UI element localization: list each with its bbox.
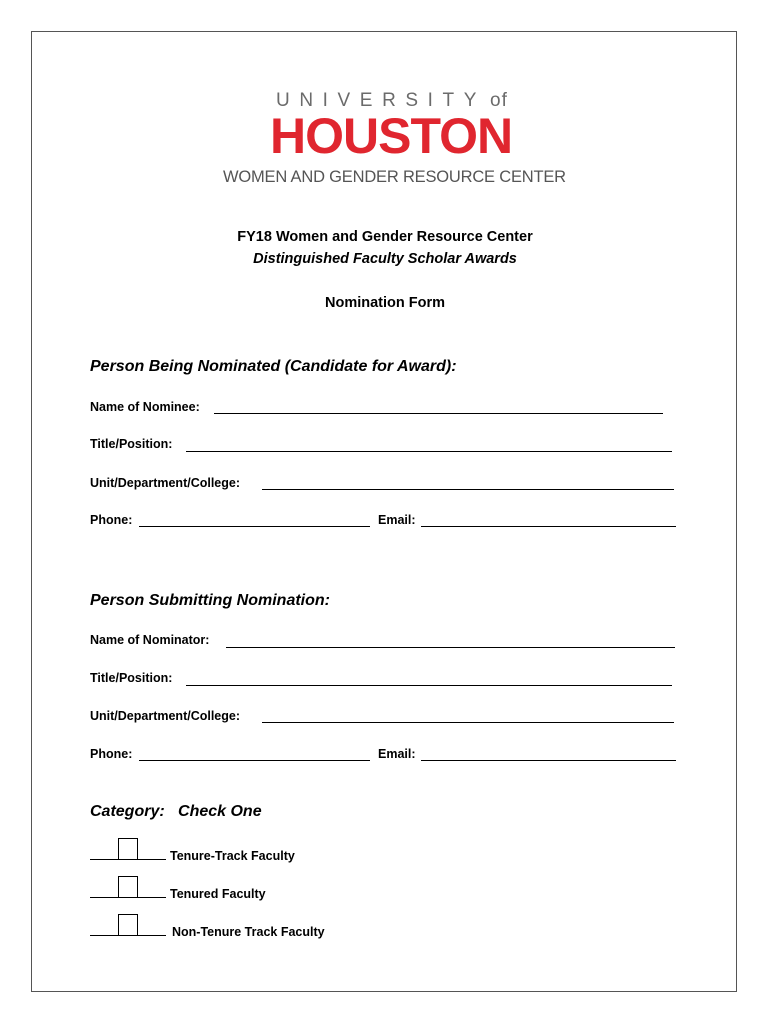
nominator-title-label: Title/Position: xyxy=(90,671,173,685)
tenured-label: Tenured Faculty xyxy=(170,887,266,901)
nominator-unit-field[interactable] xyxy=(262,722,674,723)
logo-houston-text: HOUSTON xyxy=(270,108,513,164)
nominee-unit-field[interactable] xyxy=(262,489,674,490)
nominator-phone-field[interactable] xyxy=(139,760,370,761)
nominee-title-field[interactable] xyxy=(186,451,672,452)
non-tenure-track-checkbox[interactable] xyxy=(118,914,138,936)
nominee-unit-label: Unit/Department/College: xyxy=(90,476,241,490)
category-heading: Category: Check One xyxy=(90,803,262,820)
nominee-title-label: Title/Position: xyxy=(90,437,173,451)
form-page xyxy=(31,31,737,992)
nominee-phone-label: Phone: xyxy=(90,513,133,527)
non-tenure-track-label: Non-Tenure Track Faculty xyxy=(172,925,325,939)
tenure-track-checkbox[interactable] xyxy=(118,838,138,860)
nominee-phone-field[interactable] xyxy=(139,526,370,527)
nominator-unit-label: Unit/Department/College: xyxy=(90,709,241,723)
nominee-name-label: Name of Nominee: xyxy=(90,400,200,414)
nominator-email-label: Email: xyxy=(378,747,416,761)
logo-university-text: UNIVERSITY of xyxy=(276,90,508,111)
nominee-email-label: Email: xyxy=(378,513,416,527)
logo-center-text: WOMEN AND GENDER RESOURCE CENTER xyxy=(223,168,566,186)
nominator-name-field[interactable] xyxy=(226,647,675,648)
tenure-track-label: Tenure-Track Faculty xyxy=(170,849,295,863)
nominee-email-field[interactable] xyxy=(421,526,676,527)
tenured-checkbox[interactable] xyxy=(118,876,138,898)
nominator-email-field[interactable] xyxy=(421,760,676,761)
nominator-phone-label: Phone: xyxy=(90,747,133,761)
header-subtitle: Distinguished Faculty Scholar Awards xyxy=(253,251,517,267)
nominee-name-field[interactable] xyxy=(214,413,663,414)
form-title: Nomination Form xyxy=(324,295,446,311)
nominee-heading: Person Being Nominated (Candidate for Award): xyxy=(90,358,457,375)
nominator-title-field[interactable] xyxy=(186,685,672,686)
header-title: FY18 Women and Gender Resource Center xyxy=(237,229,533,245)
nominator-heading: Person Submitting Nomination: xyxy=(90,592,330,609)
nominator-name-label: Name of Nominator: xyxy=(90,633,210,647)
